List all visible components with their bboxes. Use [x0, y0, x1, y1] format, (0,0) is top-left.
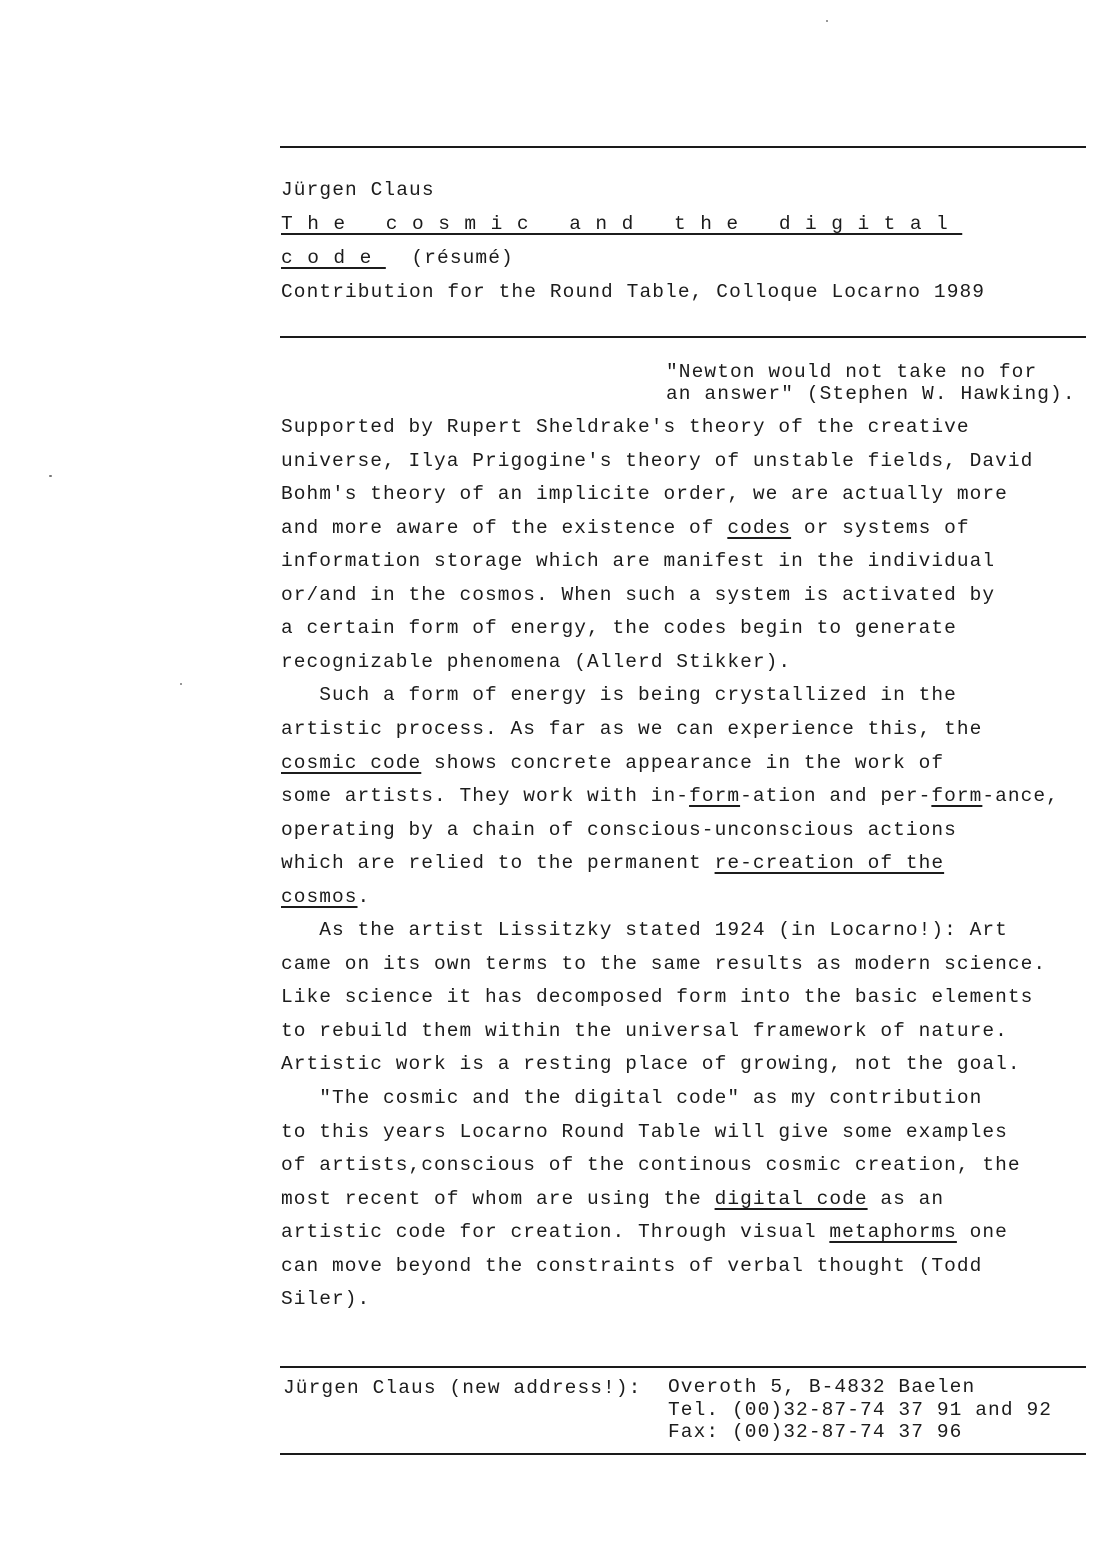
scan-speck — [826, 20, 828, 22]
title-code-word: code — [281, 247, 386, 269]
body-line — [281, 1220, 1008, 1244]
body-line: a certain form of energy, the codes begin to generate — [281, 617, 957, 640]
text-segment: . — [357, 885, 371, 908]
document-title: The cosmic and the digital — [281, 213, 963, 235]
body-line: As the artist Lissitzky stated 1924 (in Locarno!): Art — [281, 919, 1008, 942]
epigraph-line-1: "Newton would not take no for — [666, 361, 1038, 383]
text-segment: or systems of — [791, 516, 970, 539]
body-line: to this years Locarno Round Table will give some examples — [281, 1120, 1008, 1143]
body-line: Supported by Rupert Sheldrake's theory of the creative — [281, 416, 970, 438]
body-line: or/and in the cosmos. When such a system is activated by — [281, 583, 996, 606]
body-line: artistic process. As far as we can experience this, the — [281, 718, 983, 740]
scan-speck — [49, 475, 52, 477]
text-segment: one — [956, 1221, 1008, 1244]
text-segment: most recent of whom are using the — [281, 1187, 715, 1210]
footer-telephone: Tel. (00)32-87-74 37 91 and 92 — [668, 1399, 1053, 1421]
text-segment: shows concrete appearance in the work of — [421, 751, 945, 774]
footer-label: Jürgen Claus (new address!): — [283, 1377, 642, 1399]
body-line: Like science it has decomposed form into the basic elements — [281, 986, 1034, 1009]
body-line: recognizable phenomena (Allerd Stikker). — [281, 650, 792, 673]
body-line — [281, 1187, 944, 1211]
underlined-term: cosmic code — [281, 751, 422, 774]
text-segment: -ance, — [982, 785, 1059, 807]
body-line: "The cosmic and the digital code" as my contribution — [281, 1087, 983, 1109]
scan-speck — [180, 683, 182, 685]
body-line: Artistic work is a resting place of growing, not the goal. — [281, 1053, 1021, 1076]
body-line: came on its own terms to the same results as modern science. — [281, 952, 1047, 975]
body-line — [281, 516, 970, 540]
header-bottom-rule — [280, 336, 1086, 338]
underlined-term: form — [689, 785, 741, 807]
body-line: can move beyond the constraints of verbal thought (Todd — [281, 1254, 983, 1277]
bottom-rule — [280, 1453, 1086, 1455]
underlined-term: re-creation of the — [714, 852, 945, 875]
underlined-term: digital code — [714, 1187, 868, 1210]
body-line: Such a form of energy is being crystallized in the — [281, 684, 957, 707]
body-line — [281, 851, 944, 875]
text-segment: some artists. They work with in- — [281, 785, 690, 807]
author-name: Jürgen Claus — [281, 179, 435, 201]
body-line: Bohm's theory of an implicite order, we are actually more — [281, 483, 1008, 506]
underlined-term: form — [931, 785, 983, 807]
resume-label: (résumé) — [411, 247, 514, 269]
body-line: of artists,conscious of the continous cosmic creation, the — [281, 1154, 1021, 1177]
text-segment: which are relied to the permanent — [281, 852, 715, 875]
body-line: universe, Ilya Prigogine's theory of unstable fields, David — [281, 449, 1034, 472]
body-line — [281, 751, 944, 775]
contribution-line: Contribution for the Round Table, Colloque Locarno 1989 — [281, 281, 986, 303]
underlined-term: metaphorms — [829, 1221, 957, 1244]
underlined-term: cosmos — [281, 885, 358, 908]
epigraph-line-2: an answer" (Stephen W. Hawking). — [666, 383, 1076, 405]
text-segment: as an — [867, 1187, 945, 1210]
document-title-continued — [281, 246, 514, 270]
footer-address: Overoth 5, B-4832 Baelen — [668, 1376, 976, 1398]
body-line — [281, 784, 1059, 808]
text-segment: artistic code for creation. Through visual — [281, 1221, 830, 1244]
footer-fax: Fax: (00)32-87-74 37 96 — [668, 1421, 963, 1443]
underlined-term: codes — [727, 516, 792, 539]
body-line: operating by a chain of conscious-unconscious actions — [281, 818, 957, 841]
body-line: to rebuild them within the universal framework of nature. — [281, 1019, 1008, 1042]
text-segment: -ation and per- — [740, 785, 932, 807]
body-line: information storage which are manifest in the individual — [281, 550, 996, 573]
footer-top-rule — [280, 1366, 1086, 1368]
top-rule — [280, 146, 1086, 148]
text-segment: and more aware of the existence of — [281, 516, 728, 539]
body-line — [281, 885, 370, 909]
body-line: Siler). — [281, 1288, 371, 1311]
